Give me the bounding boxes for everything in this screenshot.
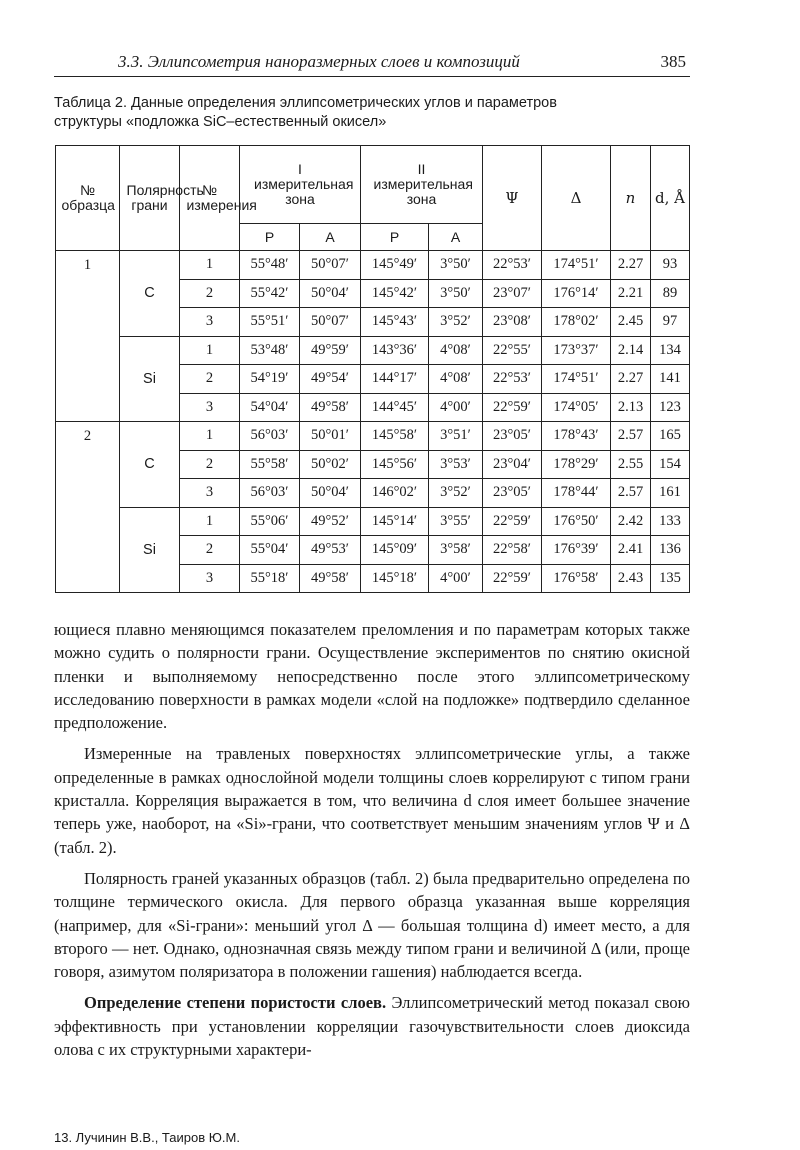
cell-delta: 173°37′ bbox=[542, 336, 611, 365]
caption-line-1: Таблица 2. Данные определения эллипсометрических углов и параметров bbox=[54, 95, 557, 111]
cell-measurement: 2 bbox=[180, 536, 240, 565]
cell-delta: 178°44′ bbox=[542, 479, 611, 508]
cell-zone1-a: 49°54′ bbox=[300, 365, 361, 394]
cell-zone2-a: 3°55′ bbox=[429, 507, 483, 536]
cell-d: 135 bbox=[651, 564, 690, 593]
cell-zone1-a: 49°58′ bbox=[300, 564, 361, 593]
paragraph-4 bbox=[54, 991, 690, 1061]
cell-d: 97 bbox=[651, 308, 690, 337]
cell-delta: 174°51′ bbox=[542, 251, 611, 280]
cell-zone1-a: 49°59′ bbox=[300, 336, 361, 365]
cell-n: 2.42 bbox=[611, 507, 651, 536]
cell-d: 89 bbox=[651, 279, 690, 308]
header-zone-2-text: II измерительная зона bbox=[373, 161, 473, 207]
paragraph-3: Полярность граней указанных образцов (табл. 2) была предварительно определена по толщине термического окисла. Для первого образца указанная выше корреляция (например, для «Si-грани»: меньший угол Δ — большая толщина d) имеет место, а для второго — нет. Однако, однозначная связь между типом грани и величиной Δ (или, проще говоря, азимутом поляризатора в положении гашения) наблюдается всегда. bbox=[54, 868, 690, 982]
cell-zone2-a: 3°53′ bbox=[429, 450, 483, 479]
cell-delta: 176°58′ bbox=[542, 564, 611, 593]
cell-zone1-p: 55°04′ bbox=[240, 536, 300, 565]
cell-psi: 23°07′ bbox=[483, 279, 542, 308]
header-measurement-text: № измерения bbox=[186, 182, 257, 213]
table-body bbox=[56, 251, 690, 593]
cell-sample: 2 bbox=[56, 422, 120, 593]
cell-n: 2.14 bbox=[611, 336, 651, 365]
paragraph-4-text: Эллипсометрический метод показал свою эффективность при установлении корреляции газочувствительности слоев диоксида олова с их структурными характери- bbox=[54, 993, 691, 1060]
footer-signature: 13. Лучинин В.В., Таиров Ю.М. bbox=[54, 1130, 240, 1145]
cell-zone2-p: 145°43′ bbox=[361, 308, 429, 337]
header-p1: P bbox=[240, 224, 300, 251]
cell-zone2-p: 145°58′ bbox=[361, 422, 429, 451]
cell-psi: 22°59′ bbox=[483, 393, 542, 422]
header-zone-1 bbox=[240, 146, 361, 224]
cell-n: 2.57 bbox=[611, 479, 651, 508]
cell-polarity: Si bbox=[120, 507, 180, 593]
header-zone-1-text: I измерительная зона bbox=[254, 161, 354, 207]
cell-n: 2.55 bbox=[611, 450, 651, 479]
cell-psi: 23°05′ bbox=[483, 422, 542, 451]
data-table bbox=[55, 145, 690, 593]
cell-d: 154 bbox=[651, 450, 690, 479]
cell-psi: 22°59′ bbox=[483, 564, 542, 593]
paragraph-1: ющиеся плавно меняющимся показателем преломления и по параметрам которых также можно судить о полярности грани. Осуществление экспериментов по снятию окисной пленки и выполняемому непосредственно после этого эллипсометрическому исследованию поверхности в рамках модели «слой на подложке» подтвердило сделанное предположение. bbox=[54, 620, 690, 733]
cell-zone1-a: 50°04′ bbox=[300, 479, 361, 508]
cell-measurement: 3 bbox=[180, 479, 240, 508]
cell-zone1-a: 49°52′ bbox=[300, 507, 361, 536]
cell-psi: 23°04′ bbox=[483, 450, 542, 479]
cell-zone2-p: 144°17′ bbox=[361, 365, 429, 394]
cell-measurement: 3 bbox=[180, 308, 240, 337]
cell-zone2-p: 143°36′ bbox=[361, 336, 429, 365]
cell-zone1-a: 49°58′ bbox=[300, 393, 361, 422]
cell-zone2-a: 4°08′ bbox=[429, 336, 483, 365]
cell-d: 123 bbox=[651, 393, 690, 422]
header-polarity-text: Полярность грани bbox=[126, 182, 204, 213]
table-row bbox=[56, 336, 690, 365]
cell-psi: 22°53′ bbox=[483, 251, 542, 280]
header-d: d, Å bbox=[651, 146, 690, 251]
header-p2: P bbox=[361, 224, 429, 251]
cell-zone1-p: 56°03′ bbox=[240, 422, 300, 451]
cell-measurement: 3 bbox=[180, 393, 240, 422]
cell-psi: 22°59′ bbox=[483, 507, 542, 536]
cell-n: 2.21 bbox=[611, 279, 651, 308]
header-a1: A bbox=[300, 224, 361, 251]
cell-zone2-p: 145°18′ bbox=[361, 564, 429, 593]
cell-zone2-p: 145°09′ bbox=[361, 536, 429, 565]
header-sample-text: № образца bbox=[61, 182, 115, 213]
cell-zone2-p: 145°56′ bbox=[361, 450, 429, 479]
cell-zone1-p: 55°58′ bbox=[240, 450, 300, 479]
cell-d: 134 bbox=[651, 336, 690, 365]
cell-delta: 178°02′ bbox=[542, 308, 611, 337]
body-text bbox=[54, 618, 690, 1061]
cell-zone1-p: 55°48′ bbox=[240, 251, 300, 280]
cell-d: 133 bbox=[651, 507, 690, 536]
cell-delta: 174°05′ bbox=[542, 393, 611, 422]
cell-psi: 22°58′ bbox=[483, 536, 542, 565]
cell-delta: 174°51′ bbox=[542, 365, 611, 394]
cell-polarity: C bbox=[120, 422, 180, 508]
cell-zone2-p: 145°49′ bbox=[361, 251, 429, 280]
caption-line-2: структуры «подложка SiC–естественный окисел» bbox=[54, 114, 387, 130]
cell-delta: 176°39′ bbox=[542, 536, 611, 565]
cell-zone2-p: 146°02′ bbox=[361, 479, 429, 508]
running-header bbox=[54, 52, 690, 77]
cell-zone1-p: 55°51′ bbox=[240, 308, 300, 337]
cell-polarity: Si bbox=[120, 336, 180, 422]
cell-d: 136 bbox=[651, 536, 690, 565]
cell-n: 2.43 bbox=[611, 564, 651, 593]
running-title: 3.3. Эллипсометрия наноразмерных слоев и композиций bbox=[118, 52, 520, 71]
cell-polarity: C bbox=[120, 251, 180, 337]
cell-n: 2.57 bbox=[611, 422, 651, 451]
cell-zone1-a: 50°07′ bbox=[300, 308, 361, 337]
cell-psi: 22°55′ bbox=[483, 336, 542, 365]
cell-delta: 178°43′ bbox=[542, 422, 611, 451]
header-measurement bbox=[180, 146, 257, 251]
table-caption bbox=[54, 94, 694, 132]
cell-zone2-a: 3°50′ bbox=[429, 279, 483, 308]
header-a2: A bbox=[429, 224, 483, 251]
cell-psi: 23°08′ bbox=[483, 308, 542, 337]
cell-n: 2.27 bbox=[611, 251, 651, 280]
cell-zone2-a: 4°08′ bbox=[429, 365, 483, 394]
cell-n: 2.27 bbox=[611, 365, 651, 394]
cell-zone1-p: 56°03′ bbox=[240, 479, 300, 508]
header-n: n bbox=[611, 146, 651, 251]
page-number: 385 bbox=[660, 52, 686, 71]
table-row bbox=[56, 251, 690, 280]
cell-zone1-p: 55°42′ bbox=[240, 279, 300, 308]
cell-d: 93 bbox=[651, 251, 690, 280]
cell-measurement: 1 bbox=[180, 422, 240, 451]
cell-zone2-a: 3°51′ bbox=[429, 422, 483, 451]
cell-delta: 178°29′ bbox=[542, 450, 611, 479]
cell-zone1-a: 50°07′ bbox=[300, 251, 361, 280]
cell-n: 2.13 bbox=[611, 393, 651, 422]
cell-zone1-a: 50°01′ bbox=[300, 422, 361, 451]
cell-zone2-p: 144°45′ bbox=[361, 393, 429, 422]
cell-zone1-p: 54°04′ bbox=[240, 393, 300, 422]
cell-zone2-p: 145°14′ bbox=[361, 507, 429, 536]
cell-delta: 176°50′ bbox=[542, 507, 611, 536]
paragraph-4-heading: Определение степени пористости слоев. bbox=[84, 993, 387, 1013]
cell-measurement: 1 bbox=[180, 507, 240, 536]
cell-sample: 1 bbox=[56, 251, 120, 422]
table-row bbox=[56, 507, 690, 536]
header-psi: Ψ bbox=[483, 146, 542, 251]
cell-measurement: 2 bbox=[180, 450, 240, 479]
cell-psi: 23°05′ bbox=[483, 479, 542, 508]
cell-zone2-a: 3°52′ bbox=[429, 479, 483, 508]
cell-psi: 22°53′ bbox=[483, 365, 542, 394]
cell-measurement: 1 bbox=[180, 251, 240, 280]
cell-d: 141 bbox=[651, 365, 690, 394]
cell-d: 165 bbox=[651, 422, 690, 451]
cell-zone2-a: 3°58′ bbox=[429, 536, 483, 565]
cell-zone1-p: 55°06′ bbox=[240, 507, 300, 536]
cell-zone1-a: 49°53′ bbox=[300, 536, 361, 565]
cell-zone1-p: 55°18′ bbox=[240, 564, 300, 593]
cell-zone2-p: 145°42′ bbox=[361, 279, 429, 308]
cell-zone2-a: 3°52′ bbox=[429, 308, 483, 337]
cell-zone1-a: 50°02′ bbox=[300, 450, 361, 479]
cell-measurement: 1 bbox=[180, 336, 240, 365]
header-sample bbox=[56, 146, 120, 251]
cell-delta: 176°14′ bbox=[542, 279, 611, 308]
cell-measurement: 2 bbox=[180, 279, 240, 308]
cell-zone1-a: 50°04′ bbox=[300, 279, 361, 308]
cell-zone2-a: 4°00′ bbox=[429, 564, 483, 593]
header-delta: Δ bbox=[542, 146, 611, 251]
cell-zone2-a: 3°50′ bbox=[429, 251, 483, 280]
cell-d: 161 bbox=[651, 479, 690, 508]
cell-n: 2.41 bbox=[611, 536, 651, 565]
table-row bbox=[56, 422, 690, 451]
cell-measurement: 2 bbox=[180, 365, 240, 394]
cell-zone1-p: 53°48′ bbox=[240, 336, 300, 365]
cell-zone2-a: 4°00′ bbox=[429, 393, 483, 422]
header-zone-2 bbox=[361, 146, 483, 224]
header-polarity bbox=[120, 146, 204, 251]
paragraph-2: Измеренные на травленых поверхностях эллипсометрические углы, а также определенные в рамках однослойной модели толщины слоев коррелируют с типом грани кристалла. Корреляция выражается в том, что величина d слоя имеет большее значение теперь уже, наоборот, на «Si»-грани, что соответствует меньшим значениям углов Ψ и Δ (табл. 2). bbox=[54, 744, 690, 857]
cell-measurement: 3 bbox=[180, 564, 240, 593]
cell-n: 2.45 bbox=[611, 308, 651, 337]
cell-zone1-p: 54°19′ bbox=[240, 365, 300, 394]
